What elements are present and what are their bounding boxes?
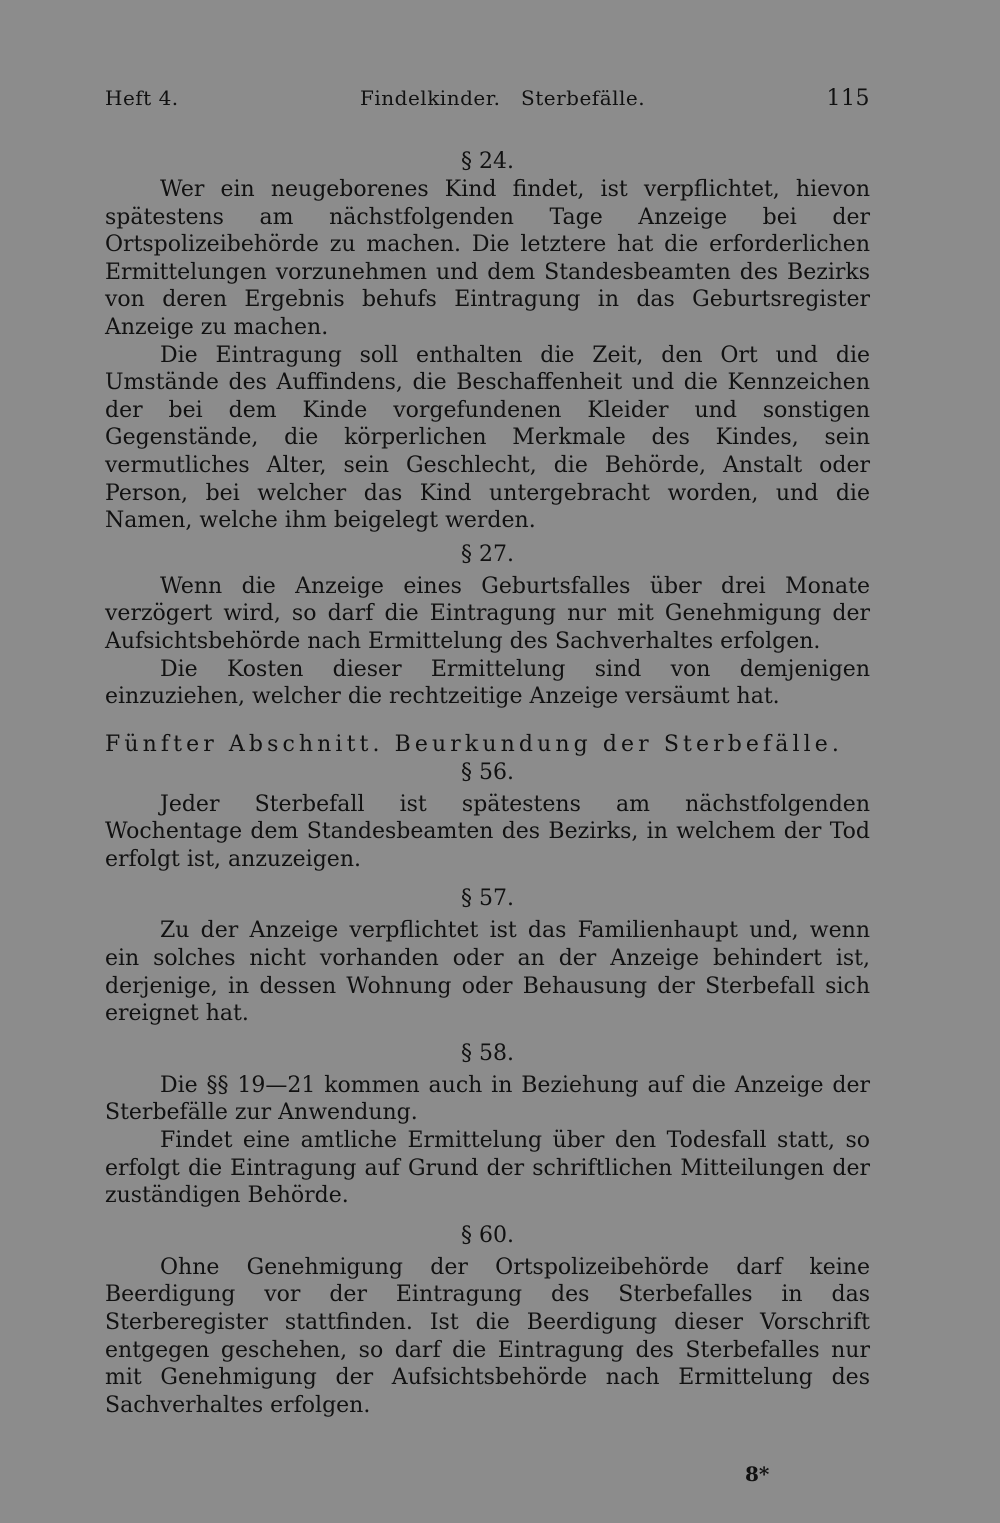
paragraph: Ohne Genehmigung der Ortspolizeibehörde darf keine Beerdigung vor der Eintragung des Sterbefalles in das Sterberegister stattfinden. Ist die Beerdigung dieser Vorschrift entgegen geschehen, so darf die Eintragung des Sterbefalles nur mit Genehmigung der Aufsichtsbehörde nach Ermittelung des Sachverhaltes erfolgen. — [105, 1254, 870, 1418]
page-number: 115 — [826, 86, 870, 111]
section-heading: § 58. — [461, 1040, 514, 1066]
book-page — [105, 0, 870, 1523]
section-heading: § 27. — [461, 541, 514, 567]
running-header — [105, 86, 870, 116]
paragraph: Findet eine amtliche Ermittelung über den Todesfall statt, so erfolgt die Eintragung auf Grund der schriftlichen Mitteilungen der zuständigen Behörde. — [105, 1128, 870, 1209]
paragraph: Die Eintragung soll enthalten die Zeit, den Ort und die Umstände des Auffindens, die Beschaffenheit und die Kennzeichen der bei dem Kinde vorgefundenen Kleider und sonstigen Gegenstände, die körperlichen Merkmale des Kindes, sein vermutliches Alter, sein Geschlecht, die Behörde, Anstalt oder Person, bei welcher das Kind untergebracht worden, und die Namen, welche ihm beigelegt werden. — [105, 342, 870, 534]
paragraph: Wer ein neugeborenes Kind findet, ist verpflichtet, hievon spätestens am nächstfolgenden Tage Anzeige bei der Ortspolizeibehörde zu machen. Die letztere hat die erforderlichen Ermittelungen vorzunehmen und dem Standesbeamten des Bezirks von deren Ergebnis behufs Eintragung in das Geburtsregister Anzeige zu machen. — [105, 177, 870, 340]
section-heading: § 24. — [461, 149, 514, 174]
section-heading: § 57. — [461, 886, 514, 912]
paragraph: Wenn die Anzeige eines Geburtsfalles über drei Monate verzögert wird, so darf die Eintragung nur mit Genehmigung der Aufsichtsbehörde nach Ermittelung des Sachverhaltes erfolgen. — [105, 573, 870, 654]
issue-label: Heft 4. — [105, 86, 179, 110]
signature-mark: 8* — [745, 1462, 770, 1486]
section-heading: § 60. — [461, 1222, 514, 1248]
paragraph: Die §§ 19—21 kommen auch in Beziehung auf die Anzeige der Sterbefälle zur Anwendung. — [105, 1072, 870, 1126]
section-heading: § 56. — [461, 759, 514, 785]
page-body — [105, 148, 870, 1419]
running-title: Findelkinder. Sterbefälle. — [360, 86, 646, 110]
paragraph: Jeder Sterbefall ist spätestens am nächstfolgenden Wochentage dem Standesbeamten des Bezirks, in welchem der Tod erfolgt ist, anzuzeigen. — [105, 791, 870, 872]
paragraph: Zu der Anzeige verpflichtet ist das Familienhaupt und, wenn ein solches nicht vorhanden oder an der Anzeige behindert ist, derjenige, in dessen Wohnung oder Behausung der Sterbefall sich ereignet hat. — [105, 918, 870, 1027]
chapter-heading: Fünfter Abschnitt. Beurkundung der Sterbefälle. — [105, 731, 843, 757]
paragraph: Die Kosten dieser Ermittelung sind von demjenigen einzuziehen, welcher die rechtzeitige Anzeige versäumt hat. — [105, 656, 870, 710]
